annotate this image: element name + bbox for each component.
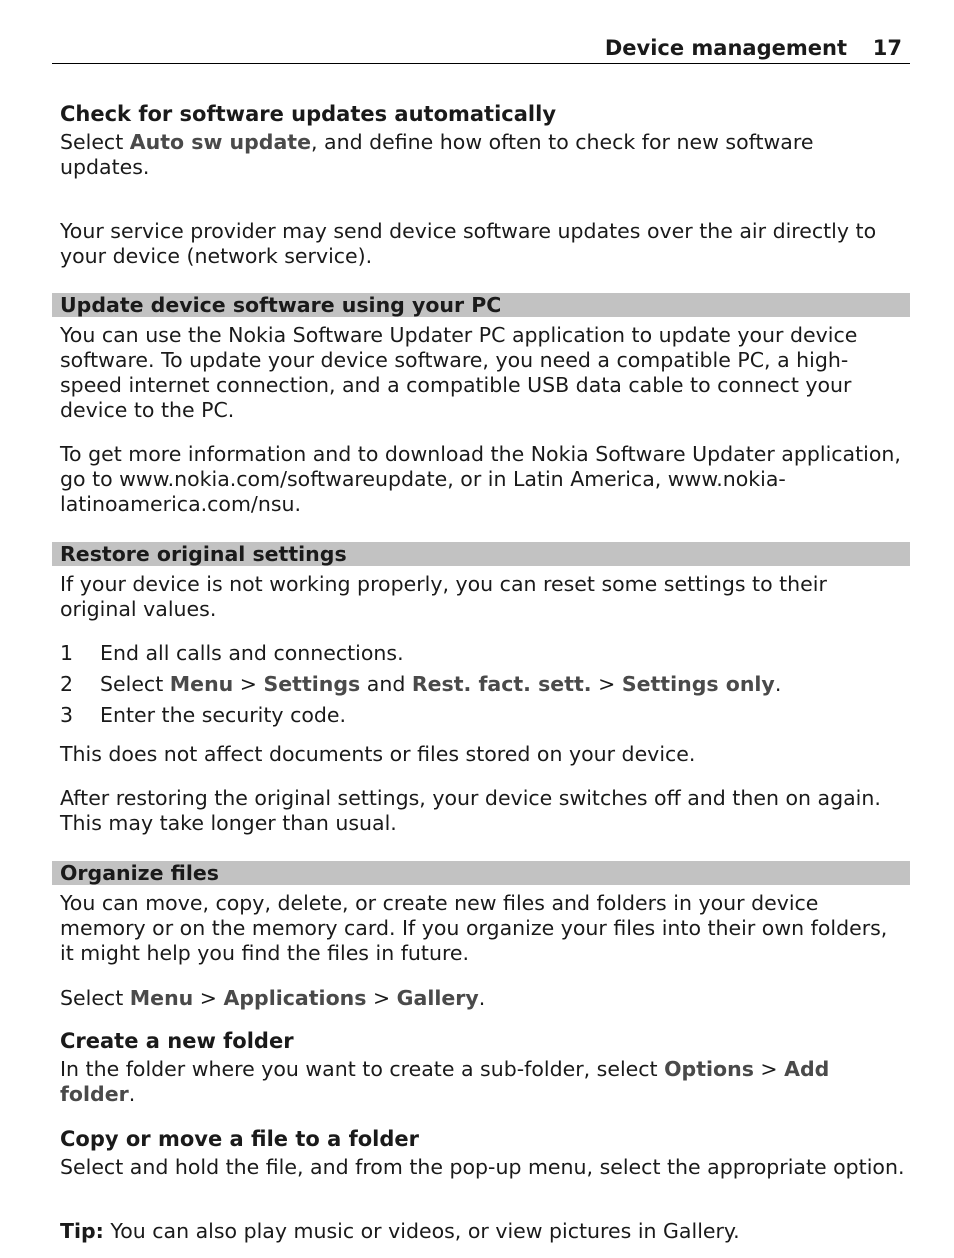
heading-auto-update: Check for software updates automatically — [60, 102, 557, 126]
page-header — [52, 34, 910, 64]
path-separator: > — [233, 672, 264, 696]
step-text: Enter the security code. — [100, 703, 347, 727]
page-number: 17 — [872, 36, 902, 60]
tip-label: Tip: — [60, 1219, 104, 1243]
paragraph-gallery-path — [52, 986, 910, 1011]
menu-option-settings-only: Settings only — [621, 672, 775, 696]
list-item — [52, 672, 910, 697]
paragraph-pc-updater: You can use the Nokia Software Updater PC application to update your device software. To update your device software, you need a compatible PC, a high-speed internet connection, and a compatible USB data cable to connect your device to the PC. — [60, 323, 858, 422]
menu-option-add-folder: Add folder — [60, 1057, 830, 1106]
heading-restore: Restore original settings — [52, 542, 910, 566]
text-run: In the folder where you want to create a sub-folder, select — [60, 1057, 665, 1081]
menu-option-menu: Menu — [129, 986, 194, 1010]
text-run: . — [774, 672, 782, 696]
menu-option-auto-sw-update: Auto sw update — [129, 130, 312, 154]
paragraph-restore-intro: If your device is not working properly, you can reset some settings to their original values. — [60, 572, 827, 621]
step-number: 3 — [60, 703, 74, 727]
text-run: Select — [60, 130, 130, 154]
paragraph-ota: Your service provider may send device software updates over the air directly to your device (network service). — [60, 219, 877, 268]
step-text: End all calls and connections. — [100, 641, 404, 665]
menu-option-options: Options — [664, 1057, 754, 1081]
paragraph-copy-move: Select and hold the file, and from the pop-up menu, select the appropriate option. — [60, 1155, 905, 1179]
paragraph-organize-intro: You can move, copy, delete, or create new files and folders in your device memory or on the memory card. If you organize your files into their own folders, it might help you find the files in future. — [60, 891, 888, 965]
section-title: Device management — [604, 36, 847, 60]
text-run: . — [128, 1082, 136, 1106]
path-separator: > — [753, 1057, 785, 1081]
heading-create-folder: Create a new folder — [60, 1029, 294, 1053]
paragraph-auto-update — [52, 130, 910, 180]
step-number: 1 — [60, 641, 74, 665]
menu-option-gallery: Gallery — [396, 986, 479, 1010]
text-run: Select — [100, 672, 170, 696]
menu-option-applications: Applications — [223, 986, 367, 1010]
paragraph-restart: After restoring the original settings, your device switches off and then on again. This may take longer than usual. — [60, 786, 881, 835]
text-run: and — [360, 672, 412, 696]
heading-copy-move: Copy or move a file to a folder — [60, 1127, 419, 1151]
path-separator: > — [193, 986, 224, 1010]
restore-steps — [52, 641, 910, 728]
text-run: . — [478, 986, 486, 1010]
tip-paragraph — [52, 1219, 910, 1244]
path-separator: > — [591, 672, 622, 696]
text-run: Select — [60, 986, 130, 1010]
heading-update-pc: Update device software using your PC — [52, 293, 910, 317]
paragraph-create-folder — [52, 1057, 910, 1107]
page-content — [52, 100, 910, 1244]
paragraph-documents: This does not affect documents or files stored on your device. — [60, 742, 696, 766]
paragraph-more-info: To get more information and to download the Nokia Software Updater application, go to www.nokia.com/softwareupdate, or in Latin America, www.nokia-latinoamerica.com/nsu. — [60, 442, 901, 516]
menu-option-settings: Settings — [263, 672, 361, 696]
list-item — [52, 641, 910, 666]
menu-option-menu: Menu — [169, 672, 234, 696]
tip-text: You can also play music or videos, or view pictures in Gallery. — [103, 1219, 740, 1243]
path-separator: > — [366, 986, 397, 1010]
text-run: , and define how often to check for new software updates. — [60, 130, 814, 179]
heading-organize: Organize files — [52, 861, 910, 885]
step-number: 2 — [60, 672, 74, 696]
list-item — [52, 703, 910, 728]
menu-option-rest-fact-sett: Rest. fact. sett. — [411, 672, 592, 696]
